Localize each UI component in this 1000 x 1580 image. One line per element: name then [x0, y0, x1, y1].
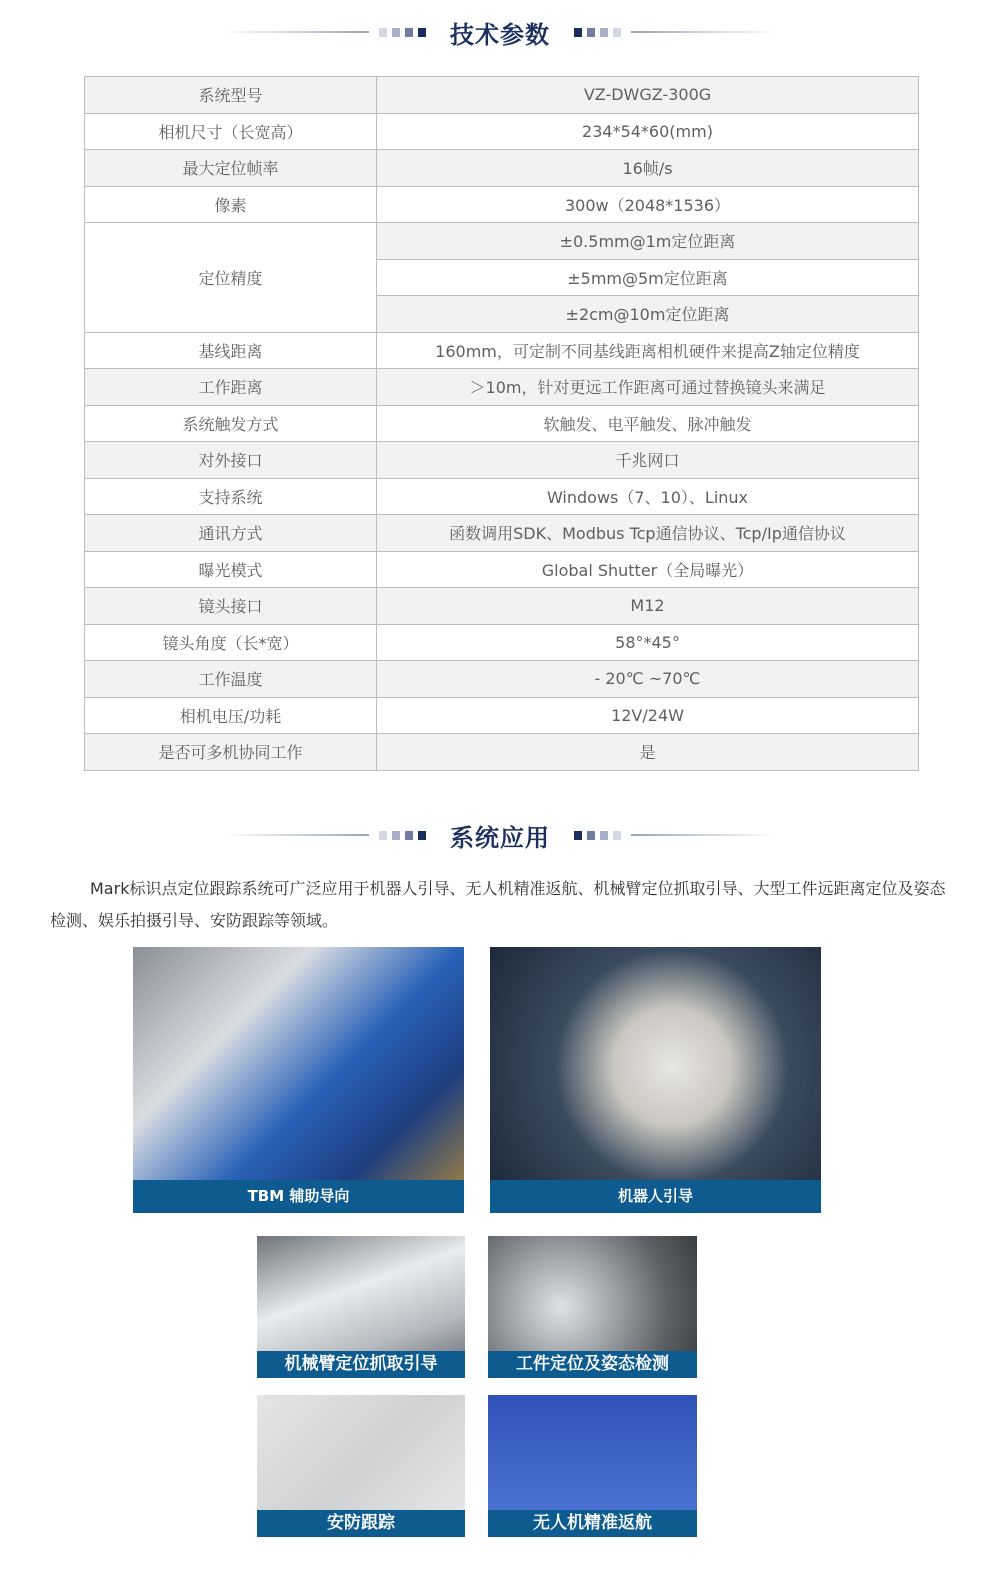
spec-row	[85, 223, 919, 260]
spec-row	[85, 77, 919, 114]
spec-value: 千兆网口	[377, 442, 919, 479]
spec-label: 是否可多机协同工作	[85, 734, 377, 771]
spec-value: - 20℃ ~70℃	[377, 661, 919, 698]
spec-value: M12	[377, 588, 919, 625]
spec-row	[85, 186, 919, 223]
app-caption: 无人机精准返航	[488, 1510, 697, 1537]
section-title: 技术参数	[450, 20, 550, 49]
divider-line	[224, 834, 369, 836]
spec-label: 相机电压/功耗	[85, 697, 377, 734]
spec-row	[85, 551, 919, 588]
spec-row	[85, 332, 919, 369]
spec-row	[85, 661, 919, 698]
spec-label: 对外接口	[85, 442, 377, 479]
spec-label: 支持系统	[85, 478, 377, 515]
app-image-robot-arm	[257, 1236, 465, 1378]
spec-value: 234*54*60(mm)	[377, 113, 919, 150]
spec-label: 工作温度	[85, 661, 377, 698]
app-image-security-camera	[257, 1395, 465, 1537]
app-image-workpiece	[488, 1236, 697, 1378]
spec-label: 镜头接口	[85, 588, 377, 625]
spec-label: 相机尺寸（长宽高）	[85, 113, 377, 150]
spec-row	[85, 588, 919, 625]
divider-line	[224, 31, 369, 33]
specs-table	[84, 76, 919, 771]
spec-row	[85, 515, 919, 552]
spec-value: 58°*45°	[377, 624, 919, 661]
spec-label: 曝光模式	[85, 551, 377, 588]
spec-value: 是	[377, 734, 919, 771]
app-image-tbm	[133, 947, 464, 1213]
decor-squares	[379, 831, 426, 840]
spec-label: 镜头角度（长*宽）	[85, 624, 377, 661]
spec-label: 像素	[85, 186, 377, 223]
decor-squares	[574, 28, 621, 37]
app-caption: 工件定位及姿态检测	[488, 1351, 697, 1378]
spec-value: 160mm，可定制不同基线距离相机硬件来提高Z轴定位精度	[377, 332, 919, 369]
app-caption: 安防跟踪	[257, 1510, 465, 1537]
apps-section-header	[0, 815, 1000, 855]
spec-row	[85, 734, 919, 771]
spec-value: 16帧/s	[377, 150, 919, 187]
spec-label: 系统型号	[85, 77, 377, 114]
spec-label: 通讯方式	[85, 515, 377, 552]
spec-row	[85, 150, 919, 187]
app-image-robot	[490, 947, 821, 1213]
spec-row	[85, 624, 919, 661]
app-caption: 机械臂定位抓取引导	[257, 1351, 465, 1378]
spec-row	[85, 697, 919, 734]
spec-value: ＞10m，针对更远工作距离可通过替换镜头来满足	[377, 369, 919, 406]
spec-row	[85, 405, 919, 442]
divider-line	[631, 834, 776, 836]
decor-squares	[574, 831, 621, 840]
apps-intro: Mark标识点定位跟踪系统可广泛应用于机器人引导、无人机精准返航、机械臂定位抓取引导、大型工件远距离定位及姿态检测、娱乐拍摄引导、安防跟踪等领域。	[50, 879, 946, 930]
spec-value: ±2cm@10m定位距离	[377, 296, 919, 333]
spec-value: ±5mm@5m定位距离	[377, 259, 919, 296]
app-caption: TBM 辅助导向	[133, 1180, 464, 1213]
spec-label: 工作距离	[85, 369, 377, 406]
spec-row	[85, 478, 919, 515]
spec-value: 软触发、电平触发、脉冲触发	[377, 405, 919, 442]
spec-value: VZ-DWGZ-300G	[377, 77, 919, 114]
spec-row	[85, 442, 919, 479]
spec-label: 定位精度	[85, 223, 377, 333]
spec-value: ±0.5mm@1m定位距离	[377, 223, 919, 260]
spec-value: Global Shutter（全局曝光）	[377, 551, 919, 588]
spec-label: 系统触发方式	[85, 405, 377, 442]
specs-section-header	[0, 12, 1000, 52]
decor-squares	[379, 28, 426, 37]
spec-value: Windows（7、10）、Linux	[377, 478, 919, 515]
section-title: 系统应用	[450, 823, 550, 852]
spec-label: 基线距离	[85, 332, 377, 369]
spec-value: 函数调用SDK、Modbus Tcp通信协议、Tcp/Ip通信协议	[377, 515, 919, 552]
app-image-drone	[488, 1395, 697, 1537]
spec-row	[85, 113, 919, 150]
app-caption: 机器人引导	[490, 1180, 821, 1213]
spec-label: 最大定位帧率	[85, 150, 377, 187]
spec-value: 300w（2048*1536）	[377, 186, 919, 223]
spec-row	[85, 369, 919, 406]
divider-line	[631, 31, 776, 33]
spec-value: 12V/24W	[377, 697, 919, 734]
